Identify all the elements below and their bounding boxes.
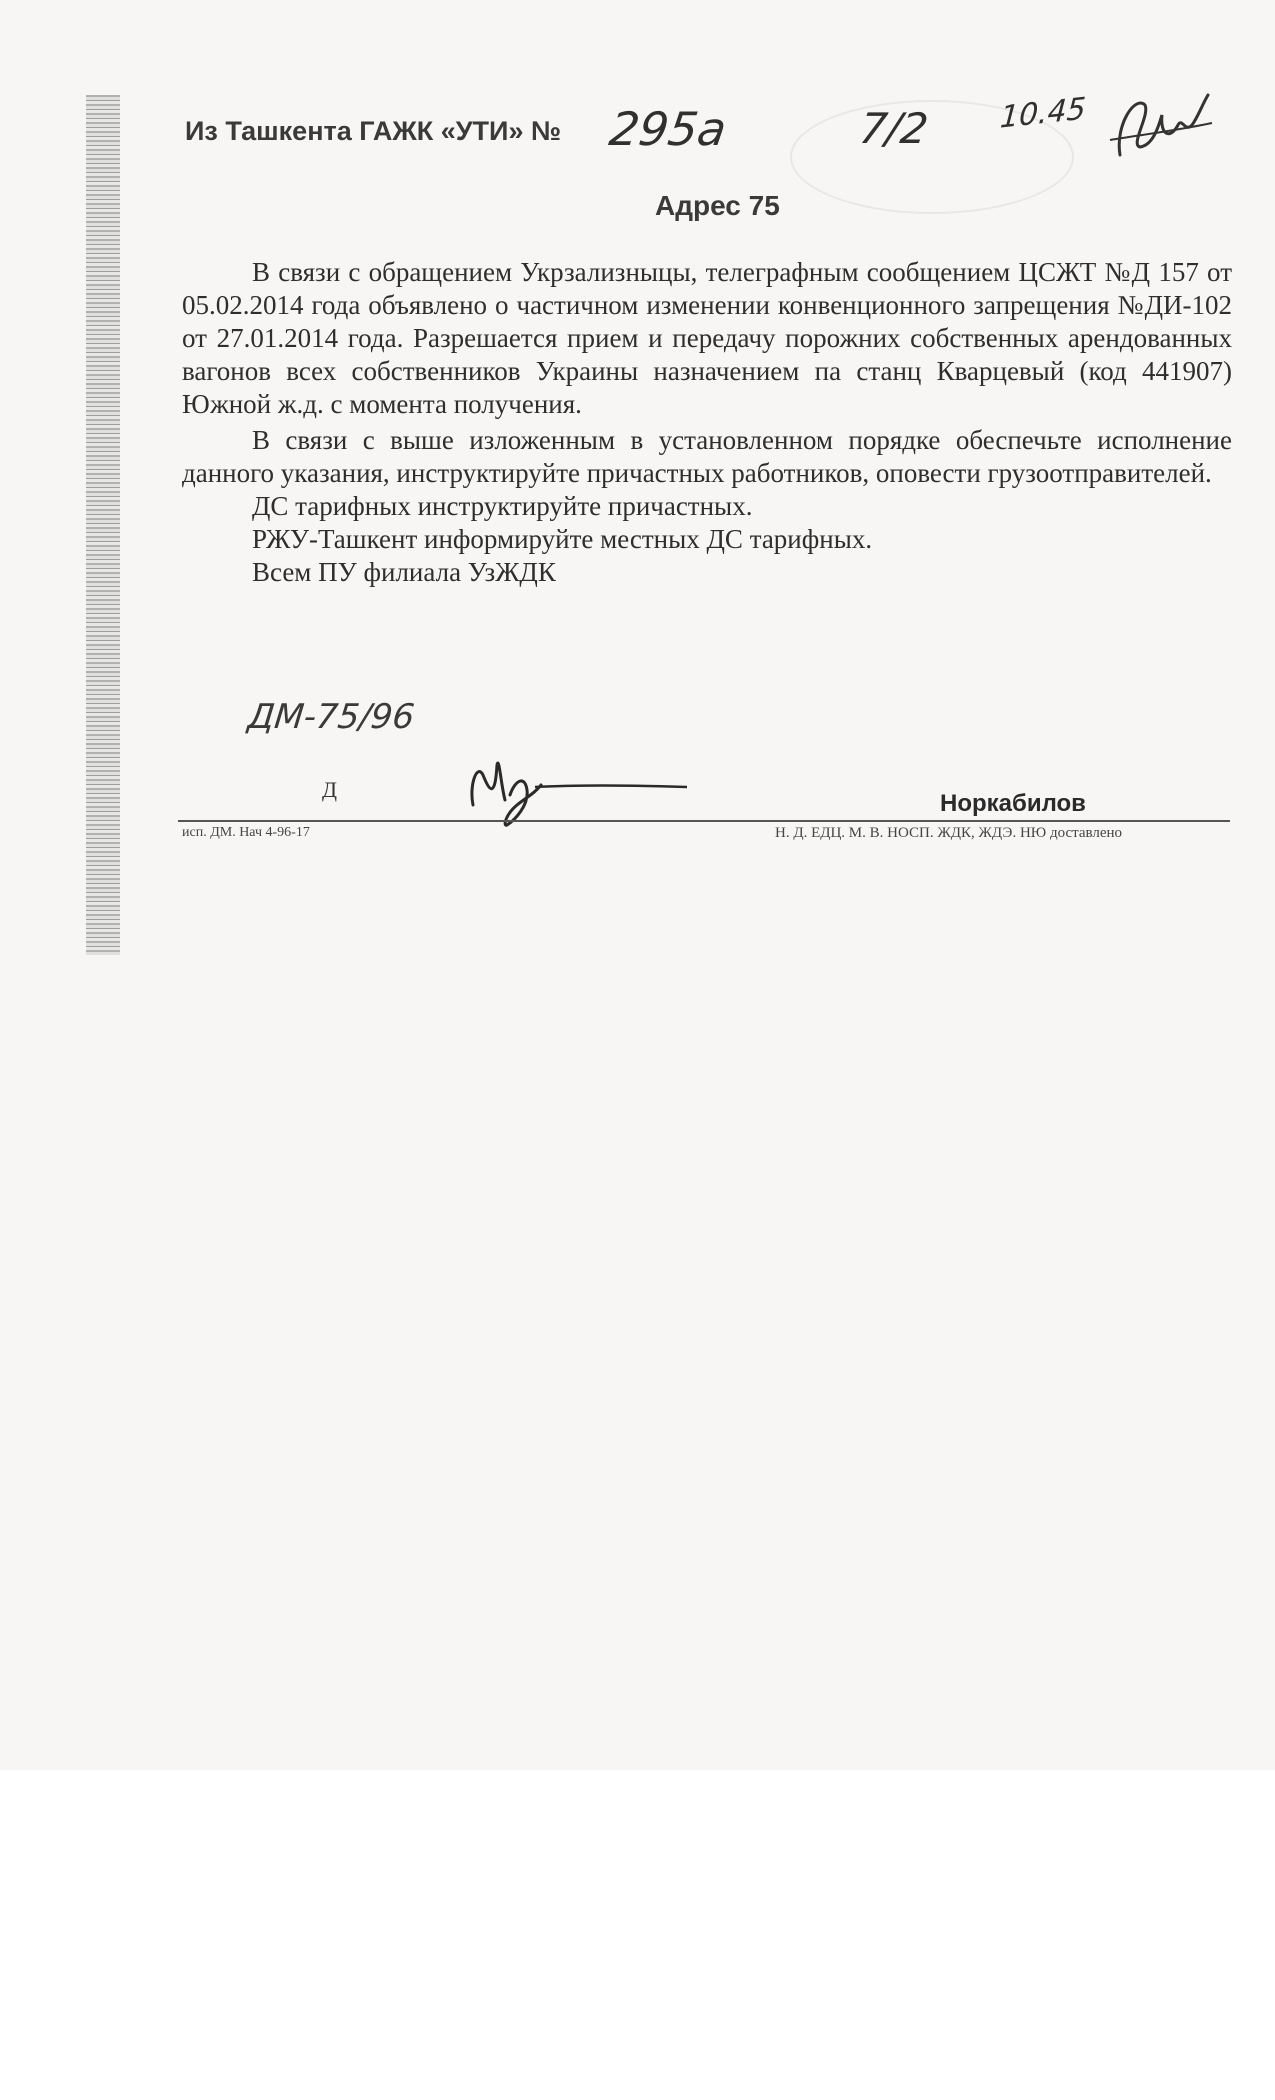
footer-executor: исп. ДМ. Нач 4-96-17 (182, 825, 310, 840)
scan-edge-artifact (86, 95, 120, 955)
body-line-1: ДС тарифных инструктируйте причастных. (252, 491, 753, 521)
signature-d-label: Д (322, 777, 338, 802)
handwritten-initials-mark (1100, 85, 1220, 165)
body-paragraph-1: В связи с обращением Укрзализныцы, телеграфным сообщением ЦСЖТ №Д 157 от 05.02.2014 года объявлено о частичном изменении конвенционного запрещения №ДИ-102 от 27.01.2014 года. Разрешается прием и передачу порожних собственных арендованных вагонов всех собственников Украины назначением па станц Кварцевый (код 441907) Южной ж.д. с момента получения. (182, 257, 1232, 419)
handwritten-number: 295а (606, 102, 730, 156)
footer-recipients: Н. Д. ЕДЦ. М. В. НОСП. ЖДК, ЖДЭ. НЮ доставлено (775, 825, 1123, 841)
handwritten-signature (455, 745, 695, 830)
handwritten-fraction: 7/2 (856, 104, 932, 153)
telegram-body (182, 256, 1232, 589)
signer-name: Норкабилов (940, 790, 1086, 817)
address-title: Адрес 75 (655, 190, 780, 221)
telegram-header (185, 91, 1235, 190)
header-prefix: Из Ташкента ГАЖК «УТИ» № (185, 116, 562, 146)
document-code: ДМ-75/96 (245, 697, 417, 737)
body-line-2: РЖУ-Ташкент информируйте местных ДС тарифных. (252, 524, 873, 554)
signature-rule (178, 820, 1230, 822)
body-paragraph-2: В связи с выше изложенным в установленном порядке обеспечьте исполнение данного указания, инструктируйте причастных работников, оповести грузоотправителей. (182, 425, 1232, 488)
handwritten-time: 10.45 (998, 91, 1087, 136)
body-line-3: Всем ПУ филиала УзЖДК (252, 557, 556, 587)
